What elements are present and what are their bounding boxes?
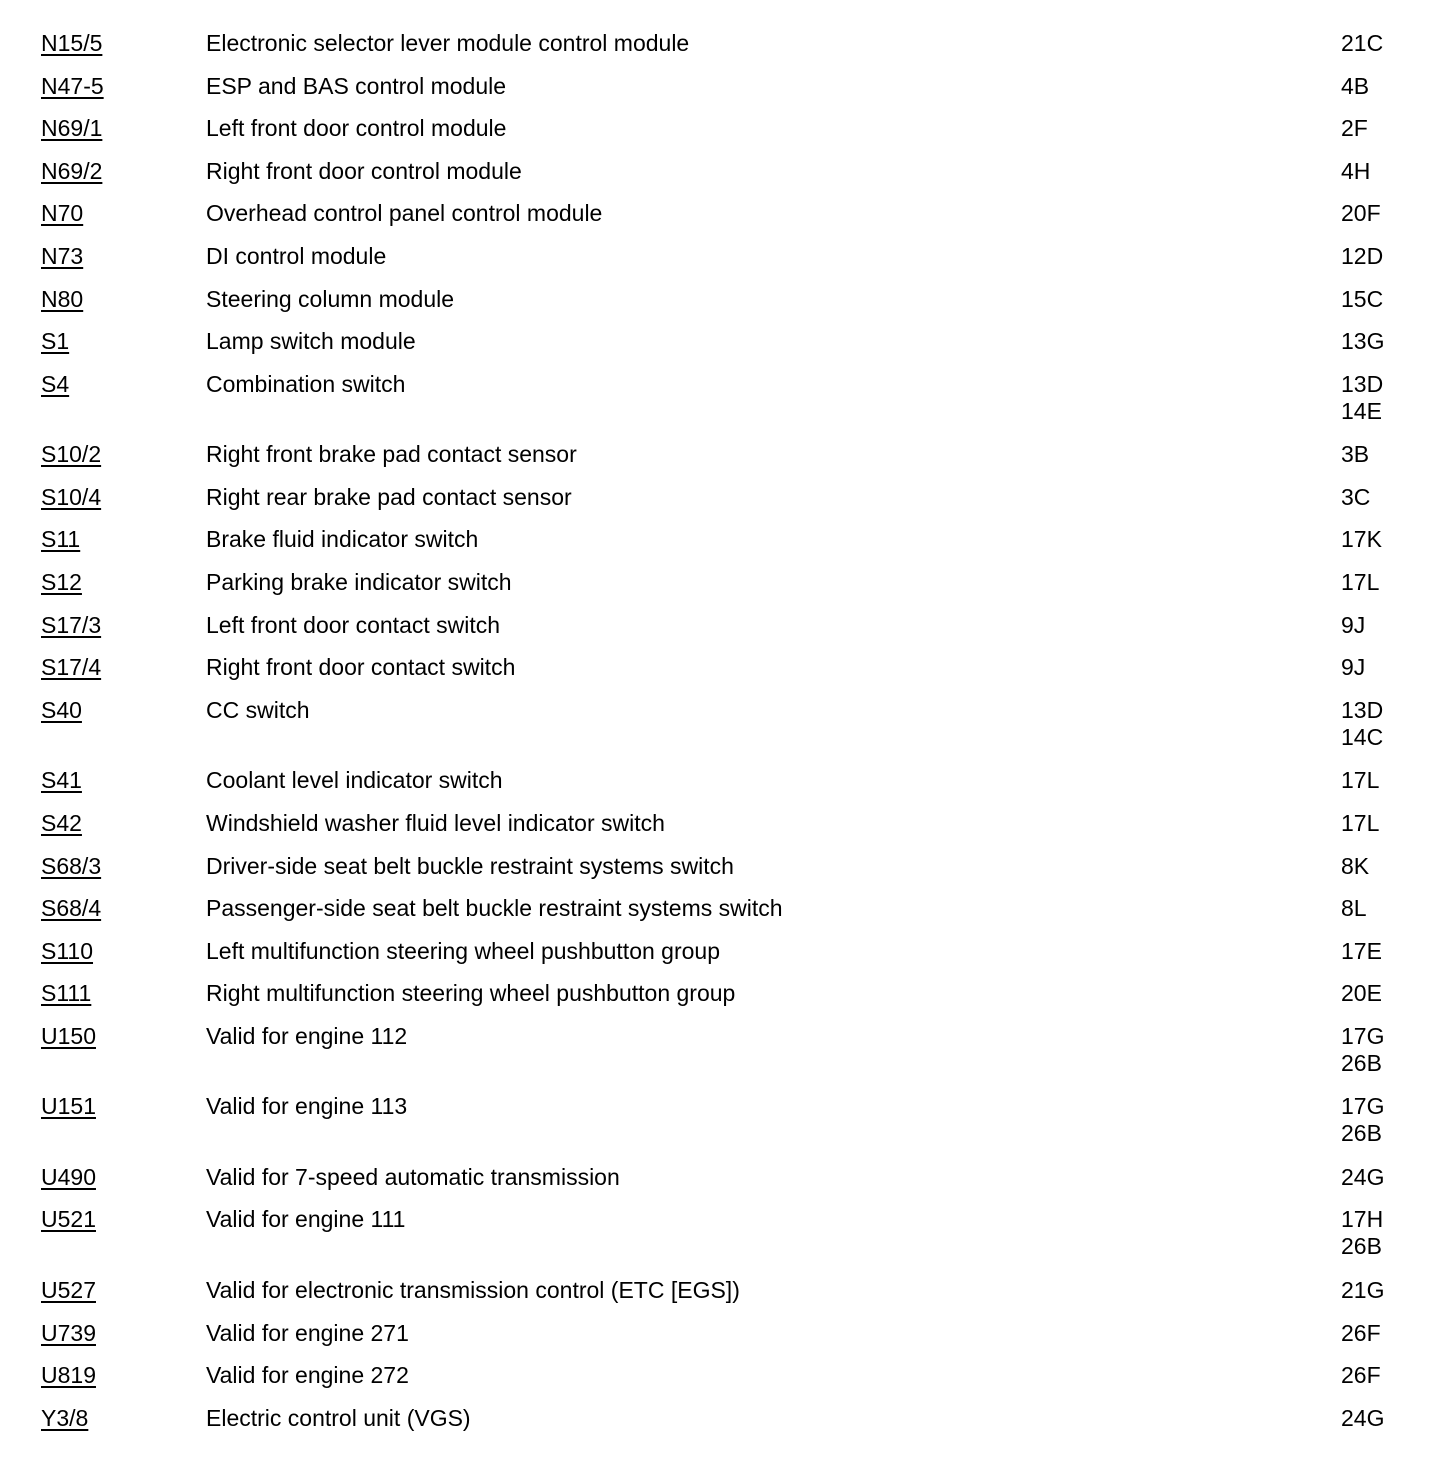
legend-row [41,526,1421,553]
grid-reference: 26F [1341,1319,1381,1346]
grid-reference: 20E [1341,980,1382,1007]
grid-reference-list [1341,654,1421,681]
component-description: CC switch [206,696,310,723]
grid-reference: 4H [1341,157,1371,184]
grid-reference: 17G [1341,1093,1385,1120]
component-description: Driver-side seat belt buckle restraint systems switch [206,852,734,879]
component-description: Right front door control module [206,157,522,184]
grid-reference-list [1341,767,1421,794]
component-description: Right multifunction steering wheel pushbutton group [206,980,736,1007]
grid-reference-list [1341,441,1421,468]
component-description: Coolant level indicator switch [206,767,503,794]
legend-row [41,938,1421,965]
grid-reference: 17K [1341,526,1382,553]
legend-row [41,200,1421,227]
component-code-link[interactable]: N80 [41,285,84,312]
component-description: Brake fluid indicator switch [206,526,479,553]
grid-reference: 17L [1341,569,1380,596]
component-code-link[interactable]: U490 [41,1163,96,1190]
component-code-link[interactable]: S68/3 [41,852,102,879]
grid-reference: 24G [1341,1163,1385,1190]
component-description: Valid for engine 272 [206,1362,409,1389]
grid-reference-list [1341,526,1421,553]
grid-reference: 17L [1341,767,1380,794]
component-description: Overhead control panel control module [206,200,603,227]
legend-row [41,612,1421,639]
legend-row [41,1405,1421,1432]
component-description: Parking brake indicator switch [206,569,512,596]
grid-reference-list [1341,810,1421,837]
legend-row [41,697,1421,751]
component-code-link[interactable]: N47-5 [41,72,104,99]
legend-row [41,286,1421,313]
grid-reference: 17H [1341,1206,1384,1233]
component-description: Right rear brake pad contact sensor [206,483,572,510]
grid-reference: 13G [1341,328,1385,355]
grid-reference: 21C [1341,30,1384,56]
grid-reference: 26B [1341,1049,1382,1076]
component-description: Valid for 7-speed automatic transmission [206,1163,620,1190]
legend-row [41,1277,1421,1304]
component-code-link[interactable]: S1 [41,328,70,355]
component-code-link[interactable]: S40 [41,696,82,723]
component-code-link[interactable]: U527 [41,1276,96,1303]
grid-reference: 13D [1341,370,1384,397]
component-description: Left multifunction steering wheel pushbutton group [206,937,720,964]
grid-reference-list [1341,1320,1421,1347]
component-code-link[interactable]: S11 [41,526,81,553]
legend-row [41,853,1421,880]
component-code-link[interactable]: S110 [41,937,94,964]
component-description: Combination switch [206,370,406,397]
component-code-link[interactable]: N15/5 [41,30,103,56]
component-description: Lamp switch module [206,328,416,355]
grid-reference-list [1341,1023,1421,1077]
grid-reference: 4B [1341,72,1370,99]
grid-reference: 26B [1341,1120,1382,1147]
legend-row [41,371,1421,425]
grid-reference-list [1341,612,1421,639]
component-code-link[interactable]: N70 [41,200,84,227]
component-code-link[interactable]: S17/4 [41,654,102,681]
grid-reference: 3B [1341,441,1370,468]
component-description: Valid for engine 111 [206,1206,406,1233]
grid-reference: 13D [1341,696,1384,723]
legend-row [41,73,1421,100]
component-code-link[interactable]: U150 [41,1022,96,1049]
grid-reference: 26F [1341,1362,1381,1389]
legend-row [41,484,1421,511]
component-description: Passenger-side seat belt buckle restraint systems switch [206,895,783,922]
grid-reference: 3C [1341,483,1371,510]
grid-reference: 21G [1341,1276,1385,1303]
legend-row [41,1164,1421,1191]
grid-reference-list [1341,853,1421,880]
grid-reference: 15C [1341,285,1384,312]
component-description: Valid for engine 113 [206,1093,408,1120]
grid-reference-list [1341,158,1421,185]
component-code-link[interactable]: Y3/8 [41,1404,89,1431]
component-description: Valid for engine 112 [206,1022,408,1049]
grid-reference: 9J [1341,654,1366,681]
component-description: Windshield washer fluid level indicator switch [206,809,665,836]
component-description: Valid for electronic transmission control (ETC [EGS]) [206,1276,740,1303]
legend-row [41,767,1421,794]
component-description: Steering column module [206,285,455,312]
component-code-link[interactable]: S68/4 [41,895,102,922]
grid-reference: 12D [1341,242,1384,269]
grid-reference-list [1341,73,1421,100]
grid-reference: 20F [1341,200,1381,227]
component-code-link[interactable]: U521 [41,1206,96,1233]
legend-row [41,1320,1421,1347]
legend-row [41,115,1421,142]
grid-reference-list [1341,200,1421,227]
component-description: Right front brake pad contact sensor [206,441,577,468]
grid-reference: 17E [1341,937,1382,964]
grid-reference-list [1341,980,1421,1007]
legend-row [41,30,1421,57]
grid-reference-list [1341,115,1421,142]
component-description: DI control module [206,242,387,269]
grid-reference-list [1341,1362,1421,1389]
legend-row [41,158,1421,185]
grid-reference: 14E [1341,397,1382,424]
legend-row [41,328,1421,355]
grid-reference-list [1341,895,1421,922]
grid-reference-list [1341,569,1421,596]
component-description: ESP and BAS control module [206,72,507,99]
component-description: Electronic selector lever module control module [206,30,690,56]
grid-reference-list [1341,371,1421,425]
component-legend-list [41,30,1421,1447]
component-description: Electric control unit (VGS) [206,1404,471,1431]
legend-row [41,1206,1421,1260]
legend-row [41,810,1421,837]
legend-row [41,441,1421,468]
grid-reference: 8K [1341,852,1370,879]
grid-reference: 17L [1341,809,1380,836]
legend-row [41,980,1421,1007]
component-code-link[interactable]: S17/3 [41,611,102,638]
component-description: Right front door contact switch [206,654,516,681]
grid-reference-list [1341,1405,1421,1432]
grid-reference-list [1341,328,1421,355]
component-code-link[interactable]: S10/4 [41,483,102,510]
grid-reference-list [1341,484,1421,511]
grid-reference: 17G [1341,1022,1385,1049]
component-description: Left front door contact switch [206,611,501,638]
grid-reference-list [1341,1277,1421,1304]
grid-reference-list [1341,286,1421,313]
component-code-link[interactable]: U739 [41,1319,96,1346]
component-code-link[interactable]: S42 [41,809,82,836]
legend-row [41,1362,1421,1389]
legend-row [41,1023,1421,1077]
component-code-link[interactable]: U151 [41,1093,96,1120]
legend-row [41,1093,1421,1147]
component-code-link[interactable]: N73 [41,242,84,269]
grid-reference-list [1341,30,1421,57]
component-code-link[interactable]: S41 [41,767,82,794]
legend-row [41,895,1421,922]
component-code-link[interactable]: N69/1 [41,115,103,142]
component-description: Left front door control module [206,115,507,142]
component-code-link[interactable]: S10/2 [41,441,102,468]
grid-reference-list [1341,697,1421,751]
grid-reference-list [1341,243,1421,270]
grid-reference: 24G [1341,1404,1385,1431]
component-code-link[interactable]: S12 [41,569,82,596]
grid-reference: 9J [1341,611,1366,638]
component-code-link[interactable]: S111 [41,980,92,1007]
legend-row [41,243,1421,270]
grid-reference-list [1341,1206,1421,1260]
legend-row [41,569,1421,596]
component-code-link[interactable]: S4 [41,370,70,397]
grid-reference: 14C [1341,723,1384,750]
grid-reference-list [1341,938,1421,965]
component-code-link[interactable]: N69/2 [41,157,103,184]
grid-reference-list [1341,1093,1421,1147]
grid-reference: 8L [1341,895,1367,922]
component-description: Valid for engine 271 [206,1319,409,1346]
grid-reference-list [1341,1164,1421,1191]
component-code-link[interactable]: U819 [41,1362,96,1389]
legend-row [41,654,1421,681]
grid-reference: 26B [1341,1233,1382,1260]
grid-reference: 2F [1341,115,1368,142]
